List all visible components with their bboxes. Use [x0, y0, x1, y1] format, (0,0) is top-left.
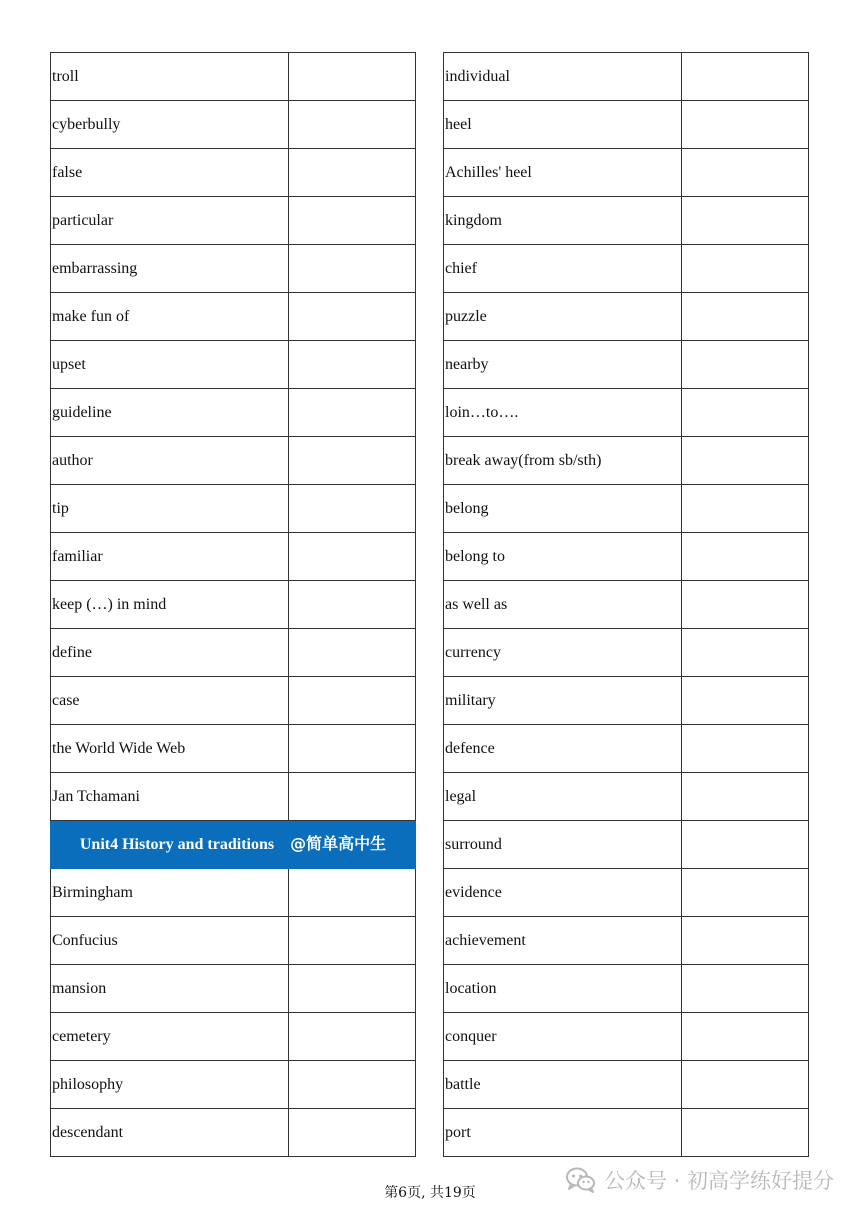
- answer-blank: [289, 293, 416, 341]
- answer-blank: [289, 53, 416, 101]
- vocab-row: [51, 965, 416, 1013]
- answer-blank: [682, 53, 809, 101]
- wechat-icon: [566, 1167, 596, 1193]
- vocab-word: loin…to….: [444, 389, 682, 437]
- answer-blank: [682, 245, 809, 293]
- answer-blank: [289, 485, 416, 533]
- vocab-word: evidence: [444, 869, 682, 917]
- vocab-row: [444, 1061, 809, 1109]
- vocab-word: descendant: [51, 1109, 289, 1157]
- vocab-row: [444, 869, 809, 917]
- page-number: 第6页, 共19页: [384, 1185, 476, 1201]
- vocab-word: break away(from sb/sth): [444, 437, 682, 485]
- vocab-word: location: [444, 965, 682, 1013]
- vocab-word: philosophy: [51, 1061, 289, 1109]
- unit-title: Unit4 History and traditions: [79, 836, 275, 853]
- vocab-word: embarrassing: [51, 245, 289, 293]
- vocab-row: [51, 869, 416, 917]
- answer-blank: [682, 917, 809, 965]
- vocab-word: kingdom: [444, 197, 682, 245]
- answer-blank: [682, 869, 809, 917]
- vocab-word: puzzle: [444, 293, 682, 341]
- vocab-table-right: [443, 52, 809, 1157]
- vocab-row: [51, 1061, 416, 1109]
- vocab-row: [51, 341, 416, 389]
- answer-blank: [289, 917, 416, 965]
- vocab-word: false: [51, 149, 289, 197]
- vocab-word: achievement: [444, 917, 682, 965]
- vocab-row: [51, 245, 416, 293]
- vocab-row: [51, 1013, 416, 1061]
- vocab-row: [444, 725, 809, 773]
- vocab-word: Achilles' heel: [444, 149, 682, 197]
- vocab-row: [444, 773, 809, 821]
- vocab-row: [444, 581, 809, 629]
- vocab-word: the World Wide Web: [51, 725, 289, 773]
- answer-blank: [289, 341, 416, 389]
- unit-heading: [51, 821, 416, 869]
- vocab-row: [51, 1109, 416, 1157]
- vocab-row: [51, 533, 416, 581]
- vocab-table-left: [50, 52, 416, 1157]
- answer-blank: [682, 677, 809, 725]
- vocab-row: [444, 1013, 809, 1061]
- vocab-word: cemetery: [51, 1013, 289, 1061]
- unit-heading-row: [51, 821, 416, 869]
- vocab-word: military: [444, 677, 682, 725]
- vocab-word: define: [51, 629, 289, 677]
- vocab-row: [444, 485, 809, 533]
- answer-blank: [289, 101, 416, 149]
- answer-blank: [289, 389, 416, 437]
- vocab-row: [51, 197, 416, 245]
- vocab-row: [444, 293, 809, 341]
- answer-blank: [682, 1109, 809, 1157]
- vocab-word: currency: [444, 629, 682, 677]
- answer-blank: [289, 725, 416, 773]
- vocab-word: make fun of: [51, 293, 289, 341]
- vocab-row: [51, 53, 416, 101]
- vocab-row: [444, 629, 809, 677]
- vocab-row: [444, 533, 809, 581]
- vocab-word: as well as: [444, 581, 682, 629]
- wechat-watermark: [566, 1165, 834, 1195]
- answer-blank: [682, 821, 809, 869]
- answer-blank: [682, 773, 809, 821]
- answer-blank: [289, 1109, 416, 1157]
- vocab-word: port: [444, 1109, 682, 1157]
- answer-blank: [289, 197, 416, 245]
- vocab-row: [51, 293, 416, 341]
- answer-blank: [682, 965, 809, 1013]
- answer-blank: [289, 533, 416, 581]
- vocab-word: nearby: [444, 341, 682, 389]
- vocab-row: [51, 629, 416, 677]
- answer-blank: [682, 725, 809, 773]
- answer-blank: [682, 533, 809, 581]
- answer-blank: [682, 1061, 809, 1109]
- answer-blank: [289, 629, 416, 677]
- vocab-word: battle: [444, 1061, 682, 1109]
- answer-blank: [289, 677, 416, 725]
- vocab-row: [51, 917, 416, 965]
- answer-blank: [682, 485, 809, 533]
- vocab-word: belong to: [444, 533, 682, 581]
- heading-watermark: @简单高中生: [290, 834, 387, 853]
- answer-blank: [289, 869, 416, 917]
- answer-blank: [289, 437, 416, 485]
- vocab-word: familiar: [51, 533, 289, 581]
- vocab-word: chief: [444, 245, 682, 293]
- vocab-word: case: [51, 677, 289, 725]
- answer-blank: [682, 197, 809, 245]
- answer-blank: [289, 773, 416, 821]
- vocab-word: guideline: [51, 389, 289, 437]
- vocab-word: Jan Tchamani: [51, 773, 289, 821]
- vocab-row: [444, 149, 809, 197]
- answer-blank: [682, 581, 809, 629]
- vocab-row: [444, 53, 809, 101]
- answer-blank: [289, 1061, 416, 1109]
- vocab-row: [444, 677, 809, 725]
- vocab-row: [51, 485, 416, 533]
- vocab-row: [444, 197, 809, 245]
- vocab-row: [51, 725, 416, 773]
- vocab-word: belong: [444, 485, 682, 533]
- answer-blank: [289, 581, 416, 629]
- vocab-row: [51, 437, 416, 485]
- vocab-row: [51, 149, 416, 197]
- vocab-word: surround: [444, 821, 682, 869]
- answer-blank: [289, 245, 416, 293]
- answer-blank: [289, 965, 416, 1013]
- vocab-word: heel: [444, 101, 682, 149]
- answer-blank: [682, 101, 809, 149]
- answer-blank: [682, 1013, 809, 1061]
- vocab-word: cyberbully: [51, 101, 289, 149]
- answer-blank: [289, 149, 416, 197]
- vocab-row: [51, 773, 416, 821]
- vocab-row: [444, 389, 809, 437]
- vocab-row: [444, 341, 809, 389]
- vocab-word: troll: [51, 53, 289, 101]
- vocab-row: [51, 389, 416, 437]
- vocab-word: author: [51, 437, 289, 485]
- vocab-row: [444, 437, 809, 485]
- vocab-row: [444, 1109, 809, 1157]
- vocab-word: tip: [51, 485, 289, 533]
- answer-blank: [682, 629, 809, 677]
- vocab-row: [51, 581, 416, 629]
- vocab-word: mansion: [51, 965, 289, 1013]
- answer-blank: [682, 389, 809, 437]
- answer-blank: [682, 341, 809, 389]
- vocab-word: conquer: [444, 1013, 682, 1061]
- vocab-word: keep (…) in mind: [51, 581, 289, 629]
- vocab-row: [444, 917, 809, 965]
- vocab-word: legal: [444, 773, 682, 821]
- vocab-row: [444, 965, 809, 1013]
- vocab-row: [444, 101, 809, 149]
- wechat-account-label: 公众号 · 初高学练好提分: [603, 1169, 834, 1193]
- vocab-row: [51, 677, 416, 725]
- answer-blank: [682, 149, 809, 197]
- vocab-word: Confucius: [51, 917, 289, 965]
- vocab-word: upset: [51, 341, 289, 389]
- vocab-word: individual: [444, 53, 682, 101]
- answer-blank: [682, 437, 809, 485]
- vocab-word: particular: [51, 197, 289, 245]
- vocab-row: [444, 245, 809, 293]
- vocab-word: Birmingham: [51, 869, 289, 917]
- vocab-row: [444, 821, 809, 869]
- answer-blank: [682, 293, 809, 341]
- answer-blank: [289, 1013, 416, 1061]
- vocab-word: defence: [444, 725, 682, 773]
- vocab-row: [51, 101, 416, 149]
